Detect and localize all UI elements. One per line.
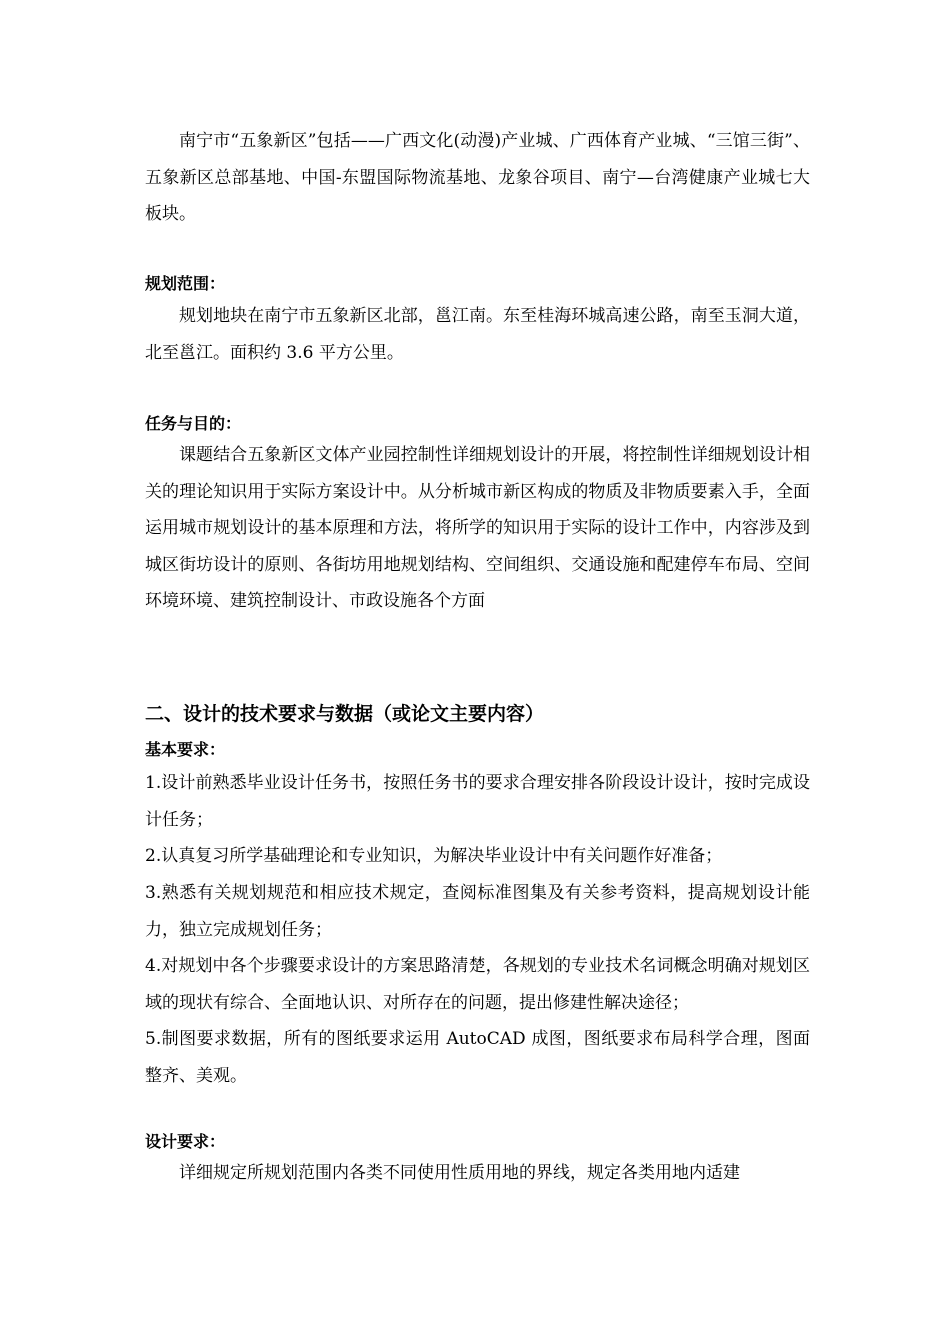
requirement-item-2: 2.认真复习所学基础理论和专业知识，为解决毕业设计中有关问题作好准备； xyxy=(145,846,723,866)
requirement-item-3: 3.熟悉有关规划规范和相应技术规定，查阅标准图集及有关参考资料，提高规划设计能力，独立完成规划任务； xyxy=(145,883,810,940)
planning-scope-heading: 规划范围： xyxy=(145,274,226,293)
requirement-item-1: 1.设计前熟悉毕业设计任务书，按照任务书的要求合理安排各阶段设计设计，按时完成设计任务； xyxy=(145,773,810,830)
design-requirements-paragraph: 详细规定所规划范围内各类不同使用性质用地的界线，规定各类用地内适建 xyxy=(179,1163,740,1183)
task-purpose-heading: 任务与目的： xyxy=(145,414,242,433)
design-requirements-heading: 设计要求： xyxy=(145,1132,226,1151)
task-purpose-paragraph: 课题结合五象新区文体产业园控制性详细规划设计的开展，将控制性详细规划设计相关的理论知识用于实际方案设计中。从分析城市新区构成的物质及非物质要素入手，全面运用城市规划设计的基本原理和方法，将所学的知识用于实际的设计工作中，内容涉及到城区街坊设计的原则、各街坊用地规划结构、空间组织、交通设施和配建停车布局、空间环境环境、建筑控制设计、市政设施各个方面 xyxy=(145,445,810,611)
requirement-item-4: 4.对规划中各个步骤要求设计的方案思路清楚，各规划的专业技术名词概念明确对规划区域的现状有综合、全面地认识、对所存在的问题，提出修建性解决途径； xyxy=(145,956,810,1013)
requirement-item-5: 5.制图要求数据，所有的图纸要求运用 AutoCAD 成图，图纸要求布局科学合理，图面整齐、美观。 xyxy=(145,1029,810,1086)
basic-requirements-heading: 基本要求： xyxy=(145,740,226,759)
intro-paragraph: 南宁市“五象新区”包括——广西文化(动漫)产业城、广西体育产业城、“三馆三街”、五象新区总部基地、中国-东盟国际物流基地、龙象谷项目、南宁—台湾健康产业城七大板块。 xyxy=(145,131,810,224)
planning-scope-paragraph: 规划地块在南宁市五象新区北部，邕江南。东至桂海环城高速公路，南至玉洞大道，北至邕江。面积约 3.6 平方公里。 xyxy=(145,306,810,363)
section-two-title: 二、设计的技术要求与数据（或论文主要内容） xyxy=(145,703,545,725)
